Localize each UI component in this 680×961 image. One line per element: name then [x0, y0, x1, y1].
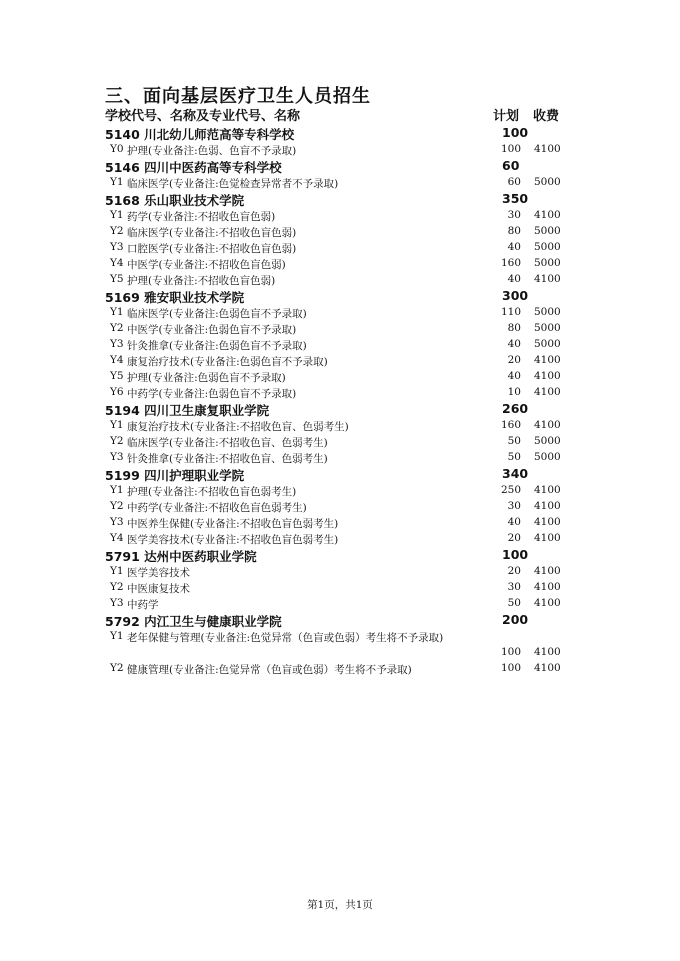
major-name: 针灸推拿(专业备注:不招收色盲、色弱考生)	[127, 453, 328, 465]
school-row	[105, 191, 575, 208]
major-fee: 4100	[534, 532, 561, 544]
major-row	[105, 224, 575, 240]
major-row	[105, 515, 575, 531]
major-plan: 80	[507, 225, 521, 237]
major-name: 中药学(专业备注:色弱色盲不予录取)	[127, 388, 297, 400]
major-fee: 4100	[534, 516, 561, 528]
major-row	[105, 450, 575, 466]
school-plan: 100	[502, 547, 529, 562]
major-row	[105, 434, 575, 450]
school-title: 四川护理职业学院	[144, 468, 245, 483]
major-code: Y4	[110, 257, 124, 269]
major-fee: 5000	[534, 451, 561, 463]
major-name: 老年保健与管理(专业备注:色觉异常（色盲或色弱）考生将不予录取)	[127, 632, 444, 644]
school-code: 5146	[105, 160, 140, 175]
major-row	[105, 369, 575, 385]
major-code: Y1	[110, 630, 124, 642]
major-row	[105, 385, 575, 401]
major-code: Y2	[110, 581, 124, 593]
major-row	[105, 629, 575, 661]
school-code: 5140	[105, 127, 140, 142]
major-plan: 10	[507, 386, 521, 398]
major-fee: 4100	[534, 370, 561, 382]
major-name: 中医学(专业备注:色弱色盲不予录取)	[127, 324, 297, 336]
school-title: 川北幼儿师范高等专科学校	[144, 127, 295, 142]
major-plan: 160	[500, 419, 521, 431]
major-code: Y4	[110, 532, 124, 544]
major-row	[105, 418, 575, 434]
major-name: 临床医学(专业备注:色觉检查异常者不予录取)	[127, 178, 339, 190]
major-row	[105, 256, 575, 272]
school-name	[105, 612, 282, 630]
major-plan: 50	[507, 451, 521, 463]
enrollment-list	[105, 125, 575, 677]
school-code: 5168	[105, 193, 140, 208]
school-name	[105, 191, 244, 209]
major-code: Y2	[110, 225, 124, 237]
major-code: Y1	[110, 484, 124, 496]
major-code: Y3	[110, 597, 124, 609]
school-name	[105, 401, 269, 419]
school-row	[105, 612, 575, 629]
school-plan: 350	[502, 191, 529, 206]
major-fee: 4100	[534, 143, 561, 155]
school-title: 达州中医药职业学院	[144, 549, 257, 564]
school-name	[105, 288, 244, 306]
major-plan: 20	[507, 532, 521, 544]
major-code: Y0	[110, 143, 124, 155]
major-plan: 40	[507, 273, 521, 285]
table-header	[105, 105, 575, 125]
major-code: Y3	[110, 451, 124, 463]
major-name: 中医养生保健(专业备注:不招收色盲色弱考生)	[127, 518, 339, 530]
major-fee: 5000	[534, 322, 561, 334]
major-name: 护理(专业备注:色弱色盲不予录取)	[127, 372, 286, 384]
header-name-column: 学校代号、名称及专业代号、名称	[105, 109, 301, 124]
major-name: 中药学(专业备注:不招收色盲色弱考生)	[127, 502, 307, 514]
school-name	[105, 547, 257, 565]
major-plan: 30	[507, 581, 521, 593]
major-fee: 5000	[534, 338, 561, 350]
major-code: Y4	[110, 354, 124, 366]
school-plan: 260	[502, 401, 529, 416]
major-name: 医学美容技术	[127, 567, 190, 579]
major-fee: 4100	[534, 484, 561, 496]
school-title: 四川中医药高等专科学校	[144, 160, 282, 175]
major-name: 临床医学(专业备注:不招收色盲色弱)	[127, 227, 297, 239]
major-code: Y1	[110, 176, 124, 188]
major-name: 健康管理(专业备注:色觉异常（色盲或色弱）考生将不予录取)	[127, 664, 412, 676]
major-name: 临床医学(专业备注:不招收色盲、色弱考生)	[127, 437, 328, 449]
major-fee: 4100	[534, 419, 561, 431]
header-plan-column: 计划	[493, 109, 520, 124]
major-plan: 100	[500, 662, 521, 674]
major-plan: 40	[507, 241, 521, 253]
major-fee: 4100	[534, 565, 561, 577]
major-row	[105, 353, 575, 369]
school-row	[105, 401, 575, 418]
major-code: Y2	[110, 322, 124, 334]
major-name: 中药学	[127, 599, 159, 611]
major-plan: 20	[507, 354, 521, 366]
major-fee: 4100	[534, 273, 561, 285]
school-name	[105, 158, 282, 176]
major-row	[105, 483, 575, 499]
major-code: Y3	[110, 516, 124, 528]
school-row	[105, 125, 575, 142]
school-name	[105, 125, 294, 143]
school-code: 5194	[105, 403, 140, 418]
major-name: 护理(专业备注:不招收色盲色弱)	[127, 275, 276, 287]
major-code: Y2	[110, 435, 124, 447]
major-code: Y1	[110, 209, 124, 221]
major-row	[105, 499, 575, 515]
school-code: 5169	[105, 290, 140, 305]
major-plan: 50	[507, 435, 521, 447]
major-fee: 4100	[534, 209, 561, 221]
major-plan: 100	[500, 143, 521, 155]
major-row	[105, 272, 575, 288]
school-plan: 300	[502, 288, 529, 303]
major-plan: 100	[500, 646, 521, 658]
major-plan: 30	[507, 209, 521, 221]
major-name: 康复治疗技术(专业备注:色弱色盲不予录取)	[127, 356, 328, 368]
major-row	[105, 305, 575, 321]
major-name: 药学(专业备注:不招收色盲色弱)	[127, 211, 276, 223]
major-code: Y3	[110, 241, 124, 253]
school-code: 5792	[105, 614, 140, 629]
header-fee-column: 收费	[533, 109, 560, 124]
major-name: 针灸推拿(专业备注:色弱色盲不予录取)	[127, 340, 307, 352]
school-plan: 200	[502, 612, 529, 627]
major-row	[105, 596, 575, 612]
major-name: 口腔医学(专业备注:不招收色盲色弱)	[127, 243, 297, 255]
major-plan: 40	[507, 338, 521, 350]
major-fee: 4100	[534, 581, 561, 593]
major-fee: 5000	[534, 176, 561, 188]
major-plan: 160	[500, 257, 521, 269]
major-fee: 4100	[534, 646, 561, 658]
major-name: 医学美容技术(专业备注:不招收色盲色弱考生)	[127, 534, 339, 546]
major-fee: 4100	[534, 500, 561, 512]
school-title: 内江卫生与健康职业学院	[144, 614, 282, 629]
school-code: 5791	[105, 549, 140, 564]
major-code: Y5	[110, 370, 124, 382]
major-code: Y5	[110, 273, 124, 285]
major-plan: 60	[507, 176, 521, 188]
major-row	[105, 208, 575, 224]
school-plan: 340	[502, 466, 529, 481]
major-code: Y2	[110, 662, 124, 674]
major-row	[105, 580, 575, 596]
major-name: 中医学(专业备注:不招收色盲色弱)	[127, 259, 286, 271]
major-code: Y1	[110, 306, 124, 318]
page-title: 三、面向基层医疗卫生人员招生	[105, 86, 371, 107]
school-plan: 100	[502, 125, 529, 140]
major-plan: 110	[500, 306, 521, 318]
major-plan: 40	[507, 370, 521, 382]
major-name: 临床医学(专业备注:色弱色盲不予录取)	[127, 308, 307, 320]
major-name: 护理(专业备注:色弱、色盲不予录取)	[127, 145, 297, 157]
school-row	[105, 466, 575, 483]
major-name: 护理(专业备注:不招收色盲色弱考生)	[127, 486, 297, 498]
major-fee: 5000	[534, 241, 561, 253]
major-plan: 80	[507, 322, 521, 334]
major-row	[105, 564, 575, 580]
page-footer: 第1页，共1页	[307, 899, 373, 911]
major-code: Y2	[110, 500, 124, 512]
major-fee: 4100	[534, 386, 561, 398]
school-name	[105, 466, 244, 484]
major-plan: 30	[507, 500, 521, 512]
major-plan: 40	[507, 516, 521, 528]
school-title: 雅安职业技术学院	[144, 290, 245, 305]
school-title: 四川卫生康复职业学院	[144, 403, 270, 418]
major-row	[105, 531, 575, 547]
major-fee: 5000	[534, 306, 561, 318]
school-code: 5199	[105, 468, 140, 483]
major-plan: 50	[507, 597, 521, 609]
major-fee: 4100	[534, 662, 561, 674]
major-fee: 4100	[534, 597, 561, 609]
school-row	[105, 158, 575, 175]
major-row	[105, 661, 575, 677]
major-fee: 5000	[534, 225, 561, 237]
major-row	[105, 142, 575, 158]
major-row	[105, 337, 575, 353]
major-row	[105, 321, 575, 337]
school-title: 乐山职业技术学院	[144, 193, 245, 208]
major-code: Y1	[110, 419, 124, 431]
major-row	[105, 240, 575, 256]
major-code: Y3	[110, 338, 124, 350]
major-code: Y6	[110, 386, 124, 398]
major-fee: 4100	[534, 354, 561, 366]
major-plan: 20	[507, 565, 521, 577]
major-fee: 5000	[534, 435, 561, 447]
major-plan: 250	[500, 484, 521, 496]
major-name: 康复治疗技术(专业备注:不招收色盲、色弱考生)	[127, 421, 349, 433]
major-name: 中医康复技术	[127, 583, 190, 595]
major-code: Y1	[110, 565, 124, 577]
school-row	[105, 547, 575, 564]
major-row	[105, 175, 575, 191]
school-plan: 60	[502, 158, 520, 173]
major-fee: 5000	[534, 257, 561, 269]
school-row	[105, 288, 575, 305]
